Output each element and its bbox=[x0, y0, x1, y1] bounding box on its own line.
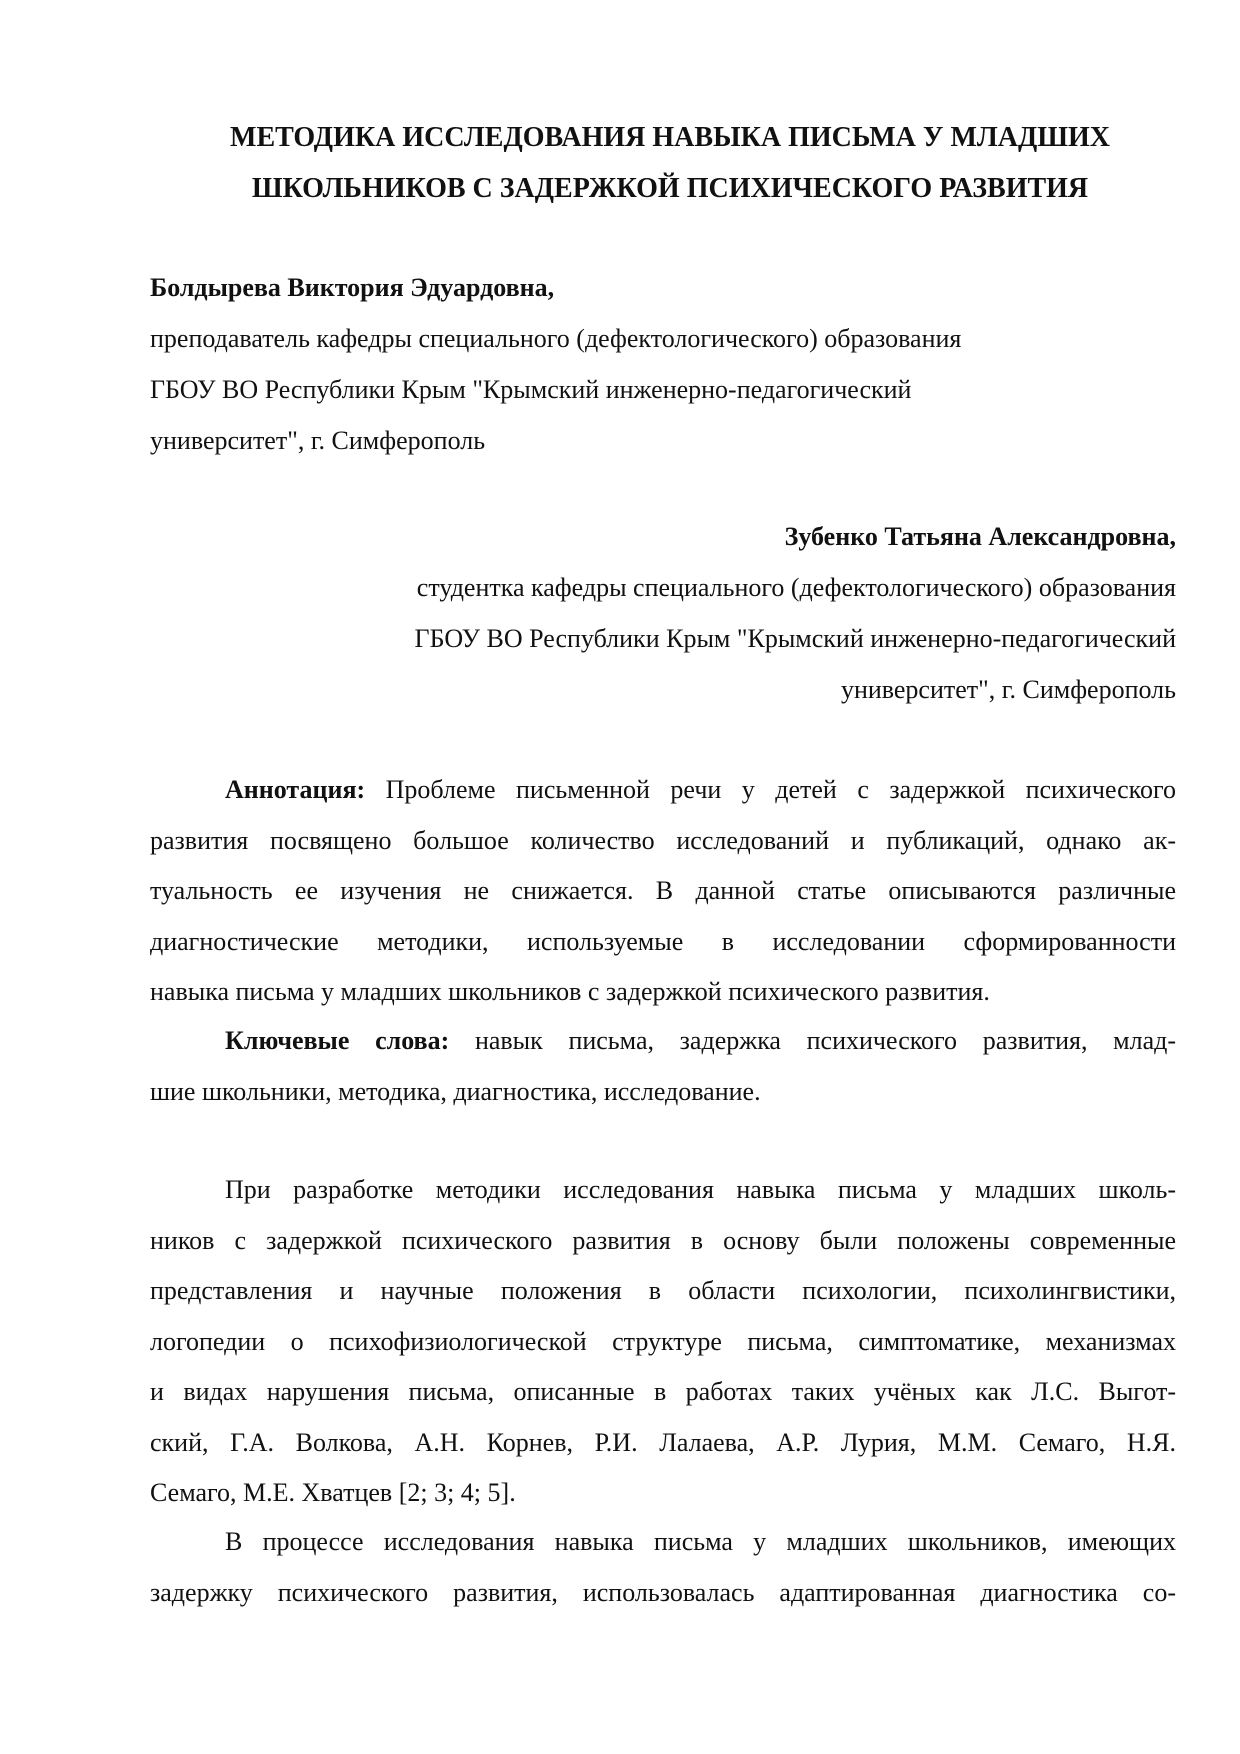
abstract-label: Аннотация: bbox=[225, 775, 366, 804]
text-line: и видах нарушения письма, описанные в работах таких учёных как Л.С. Выгот- bbox=[150, 1377, 1176, 1406]
author-name: Болдырева Виктория Эдуардовна, bbox=[150, 273, 555, 302]
text-line: В процессе исследования навыка письма у младших школьников, имеющих bbox=[225, 1527, 1176, 1556]
keywords-text: навык письма, задержка психического развития, млад- bbox=[474, 1026, 1176, 1055]
text-line bbox=[150, 765, 1176, 816]
author-affiliation-line: ГБОУ ВО Республики Крым "Крымский инженерно-педагогический bbox=[414, 624, 1176, 653]
text-line: При разработке методики исследования навыка письма у младших школь- bbox=[225, 1175, 1176, 1204]
text-line: ский, Г.А. Волкова, А.Н. Корнев, Р.И. Лалаева, А.Р. Лурия, М.М. Семаго, Н.Я. bbox=[150, 1427, 1176, 1457]
text-line: туальность ее изучения не снижается. В данной статье описываются различные bbox=[150, 876, 1176, 905]
keywords-label: Ключевые слова: bbox=[225, 1026, 450, 1055]
author-affiliation-line: университет", г. Симферополь bbox=[150, 426, 486, 455]
page-title bbox=[150, 112, 1190, 214]
text-line: шие школьники, методика, диагностика, исследование. bbox=[150, 1076, 761, 1106]
keywords-paragraph bbox=[150, 1016, 1176, 1117]
title-line: МЕТОДИКА ИССЛЕДОВАНИЯ НАВЫКА ПИСЬМА У МЛАДШИХ bbox=[230, 122, 1110, 153]
body-paragraph bbox=[150, 1517, 1176, 1618]
text-line: навыка письма у младших школьников с задержкой психического развития. bbox=[150, 977, 990, 1006]
author-affiliation-line: преподаватель кафедры специального (дефектологического) образования bbox=[150, 324, 962, 353]
author-block bbox=[150, 262, 961, 466]
text-line: диагностические методики, используемые в исследовании сформированности bbox=[150, 926, 1176, 956]
text-line: задержку психического развития, использовалась адаптированная диагностика со- bbox=[150, 1577, 1176, 1607]
text-line: Семаго, М.Е. Хватцев [2; 3; 4; 5]. bbox=[150, 1478, 516, 1507]
title-line: ШКОЛЬНИКОВ С ЗАДЕРЖКОЙ ПСИХИЧЕСКОГО РАЗВИТИЯ bbox=[251, 173, 1089, 204]
abstract-paragraph bbox=[150, 765, 1176, 1018]
text-line bbox=[150, 1016, 1176, 1067]
author-affiliation-line: ГБОУ ВО Республики Крым "Крымский инженерно-педагогический bbox=[150, 375, 912, 404]
abstract-text: Проблеме письменной речи у детей с задержкой психического bbox=[385, 775, 1176, 804]
author-block bbox=[415, 511, 1176, 715]
author-affiliation-line: студентка кафедры специального (дефектологического) образования bbox=[416, 573, 1176, 602]
text-line: ников с задержкой психического развития в основу были положены современные bbox=[150, 1225, 1176, 1255]
author-name: Зубенко Татьяна Александровна, bbox=[784, 522, 1176, 551]
text-line: представления и научные положения в области психологии, психолингвистики, bbox=[150, 1276, 1176, 1305]
text-line: развития посвящено большое количество исследований и публикаций, однако ак- bbox=[150, 825, 1176, 855]
text-line: логопедии о психофизиологической структуре письма, симптоматике, механизмах bbox=[150, 1326, 1176, 1356]
author-affiliation-line: университет", г. Симферополь bbox=[840, 675, 1176, 704]
body-paragraph bbox=[150, 1165, 1176, 1519]
